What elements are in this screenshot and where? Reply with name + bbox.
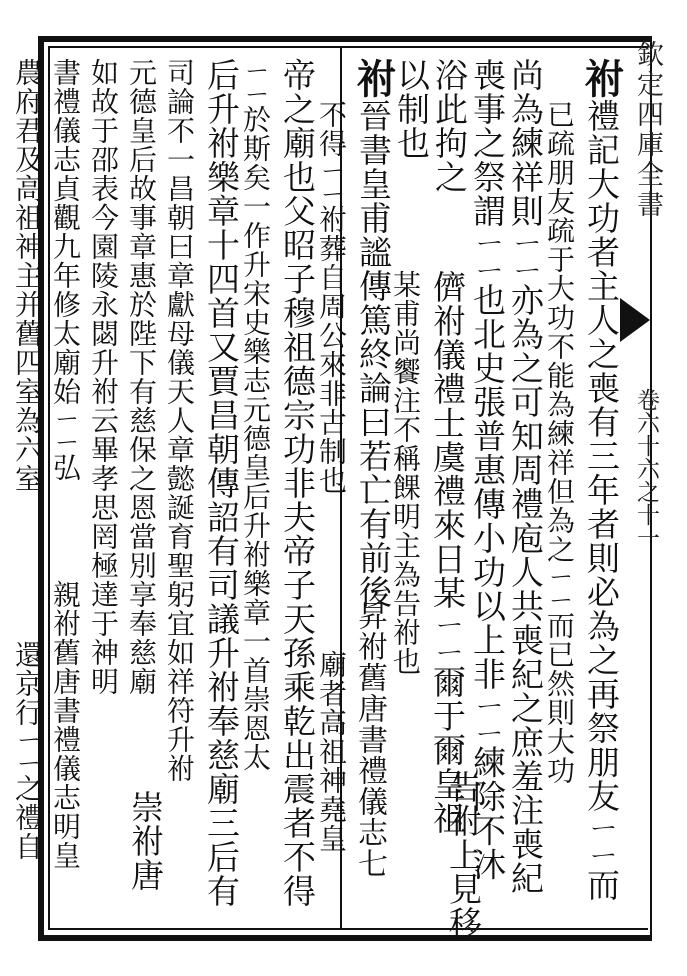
- text-column-10: [350, 58, 396, 609]
- entry-head: 祔: [350, 58, 397, 99]
- column-text: 喪事之祭謂ㄧㄧ也北史張普惠傳小功以上非ㄧㄧ練除不沐: [468, 58, 507, 882]
- text-column-17: [160, 58, 198, 783]
- column-text: 不得ㄧㄧ祔葬自周公來非古制也: [315, 100, 348, 495]
- column-text: 崇祔唐: [126, 790, 165, 892]
- column-text: 如故于邵表今園陵永閟升祔云畢孝思罔極達于神明: [87, 58, 120, 696]
- text-column-16: [198, 58, 244, 908]
- column-text: ㄧㄧ於斯矣一作升宋史樂志元德皇后升祔樂章一首崇恩太: [239, 58, 272, 772]
- entry-head: 祔: [578, 58, 625, 99]
- column-text: 親祔舊唐書禮儀志明皇: [49, 580, 82, 870]
- volume-label: 卷六十六之十一: [633, 388, 659, 549]
- book-title: 欽定四庫全書: [632, 40, 663, 220]
- text-column-22: [8, 58, 46, 493]
- text-column-19: [84, 58, 122, 696]
- column-text: 浴此拘之: [430, 58, 469, 194]
- text-column-7: [424, 270, 470, 835]
- text-column-20: [122, 790, 168, 892]
- column-text: 農府君及高祖神主并舊四室為六室: [11, 58, 44, 493]
- column-text: 已疏朋友疏于大功不能為練祥但為之ㄧㄧ而已然則大功: [543, 100, 576, 785]
- text-column-9: [440, 770, 486, 940]
- fishtail-mark: [620, 298, 650, 342]
- column-text: 元德皇后故事章惠於陛下有慈保之恩當別享奉慈廟: [125, 58, 158, 696]
- text-column-1: [578, 58, 624, 902]
- text-column-24: [8, 640, 46, 861]
- text-column-14: [274, 58, 320, 908]
- column-text: 還京行ㄧㄧ之禮自: [11, 640, 44, 861]
- column-text: 告祔上見移: [444, 770, 483, 940]
- column-text: 后升祔樂章十四首又賈昌朝傳詔有司議升祔奉慈廟三后有: [202, 58, 241, 908]
- text-column-21: [46, 58, 84, 482]
- column-text: 尚為練祥則ㄧㄧ亦為之可知周禮庖人共喪紀之庶羞注喪紀: [506, 58, 545, 895]
- column-text: 書禮儀志貞觀九年修太廟始ㄧㄧ弘: [49, 58, 82, 482]
- column-text: 以制也: [392, 58, 431, 160]
- text-column-18: [122, 58, 160, 696]
- column-text: 儕祔儀禮士虞禮來日某ㄧㄧ爾于爾皇祖: [428, 270, 467, 835]
- column-text: 晉書皇甫謐傳篤終論曰若亡有前後: [354, 99, 393, 609]
- column-text: 禮記大功者主人之喪有三年者則必為之再祭朋友ㄧㄧ而: [582, 99, 621, 902]
- column-text: 昇祔舊唐書禮儀志七: [352, 600, 387, 879]
- text-column-12: [350, 600, 388, 879]
- column-text: 某甫尚饗注不稱餜明主為告祔也: [389, 270, 422, 676]
- column-text: 帝之廟也父昭子穆祖德宗功非夫帝子天孫乘乾出震者不得: [278, 58, 317, 908]
- column-text: 廟者高祖神堯皇: [315, 650, 348, 853]
- column-text: 司論不一昌朝曰章獻母儀天人章懿誕育聖躬宜如祥符升祔: [163, 58, 196, 783]
- text-column-23: [46, 580, 84, 870]
